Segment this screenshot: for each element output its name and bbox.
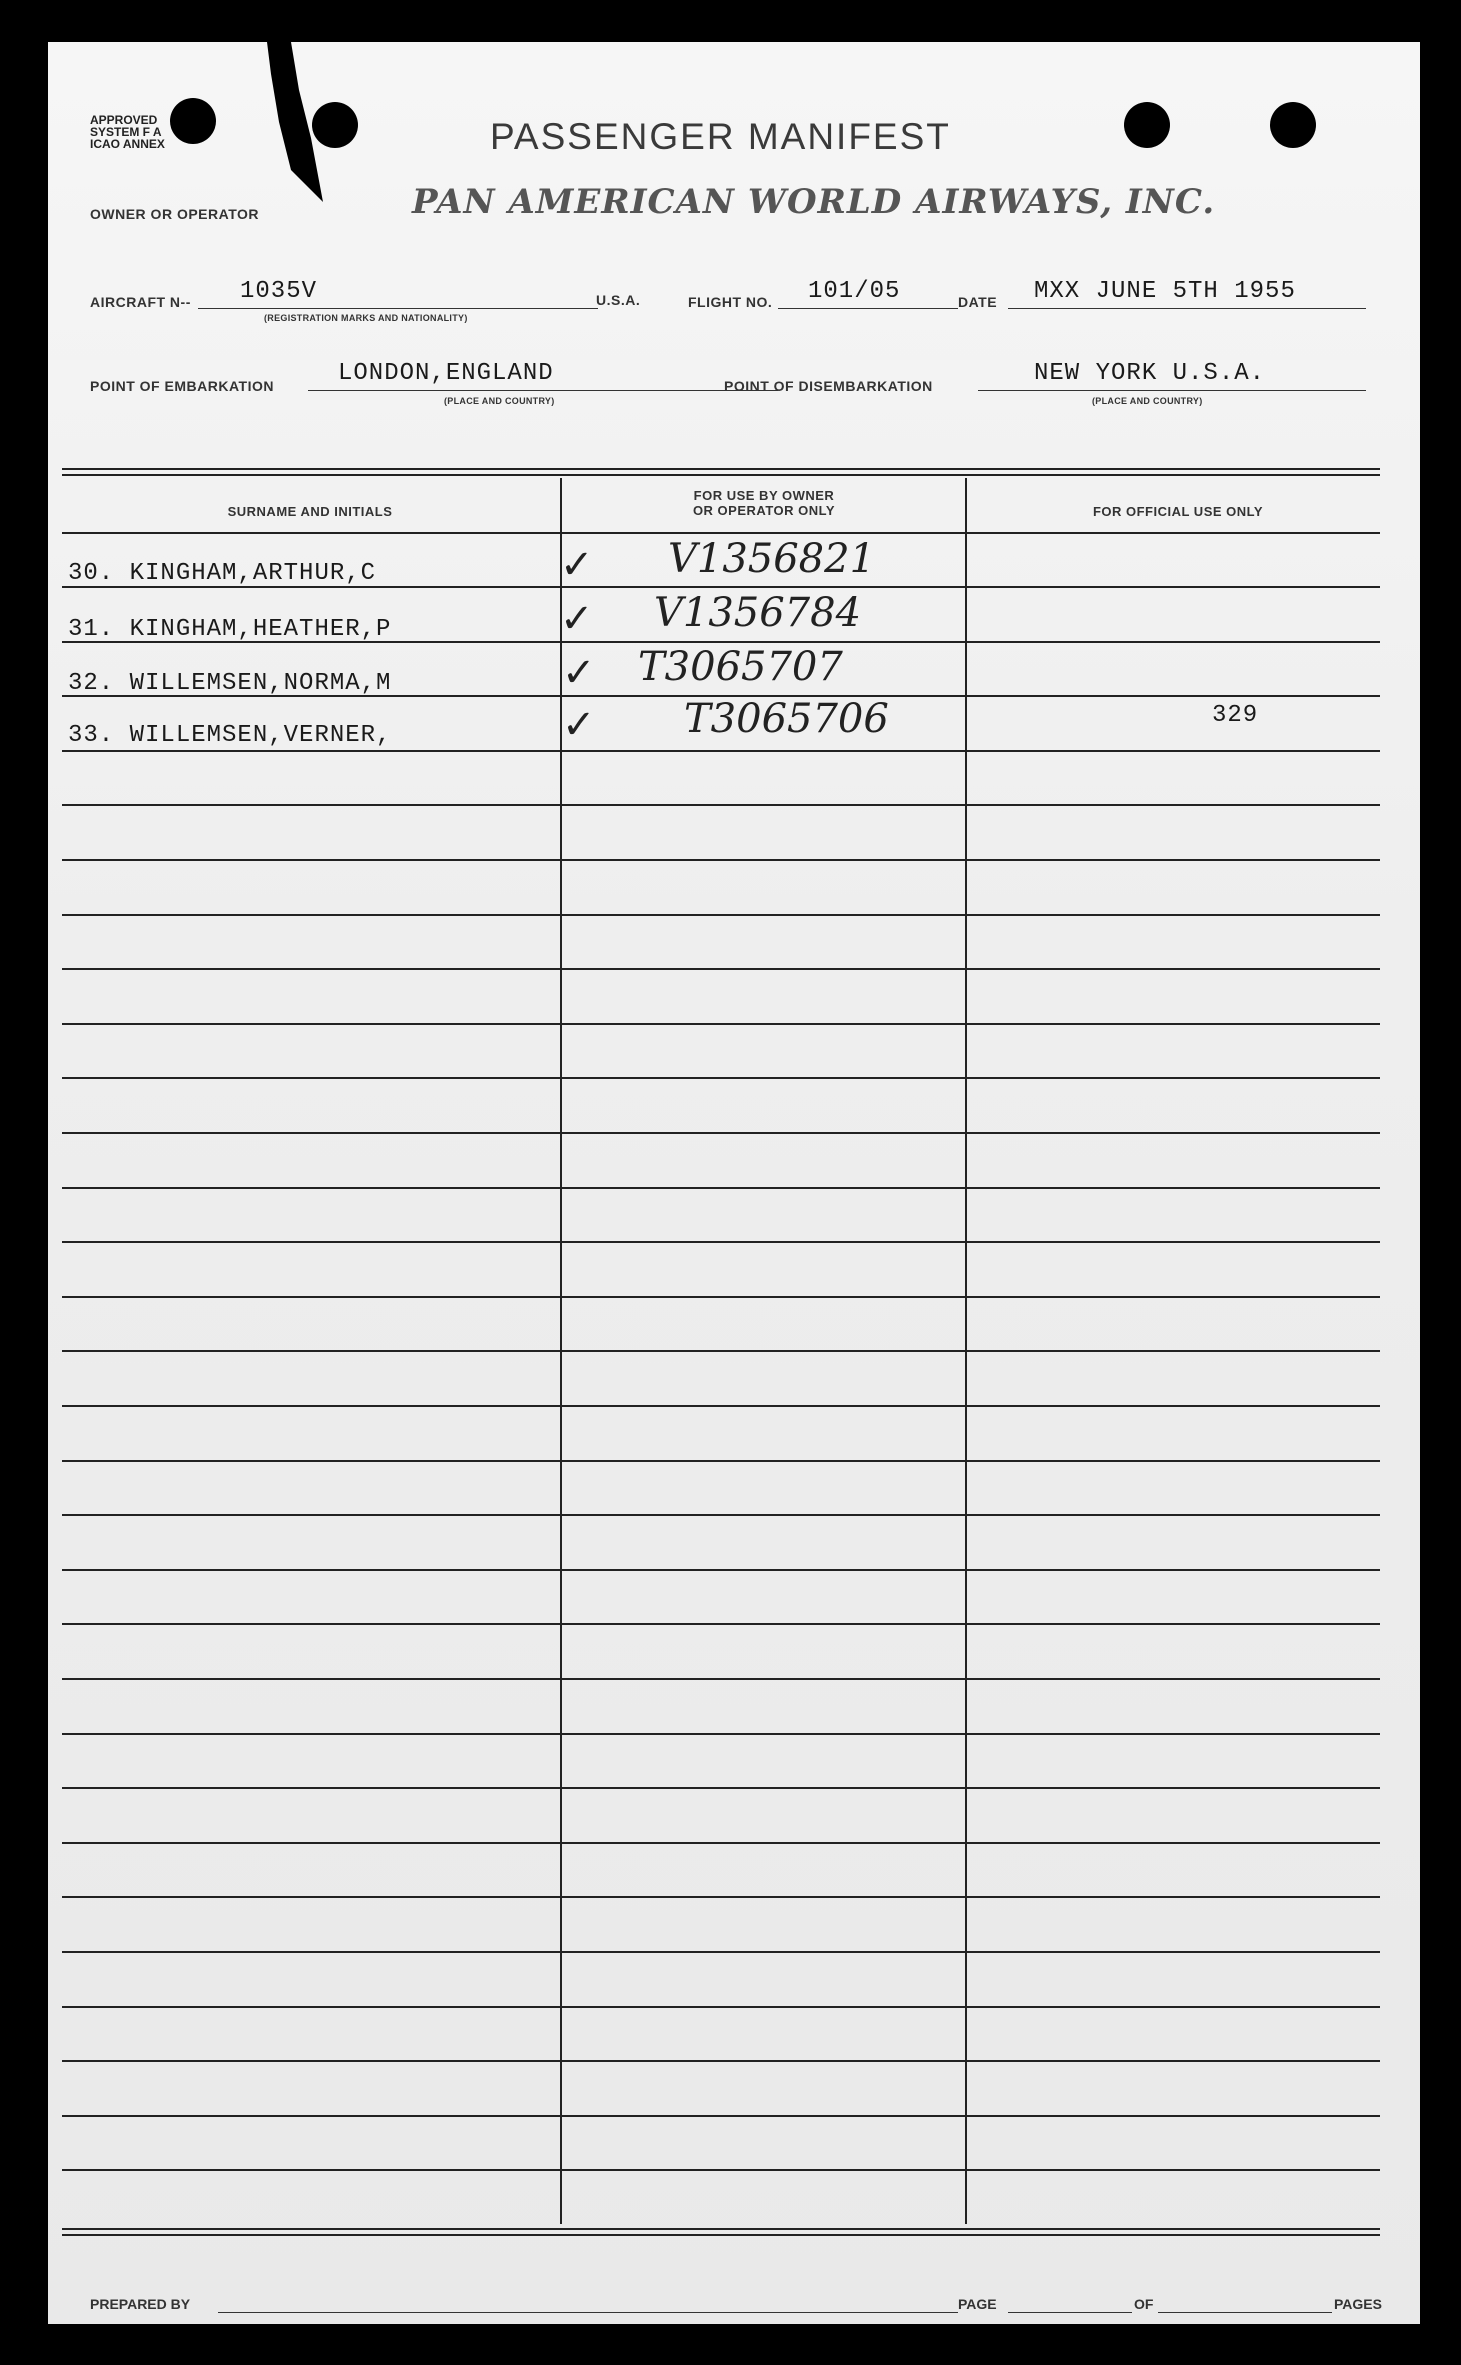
ruled-line [62, 2115, 1380, 2117]
date-value: MXX JUNE 5TH 1955 [1034, 278, 1296, 305]
prepared-by-underline [218, 2312, 958, 2313]
ruled-line [62, 2006, 1380, 2008]
of-underline [1158, 2312, 1332, 2313]
aircraft-label: AIRCRAFT N-- [90, 294, 191, 310]
passport-number: T3065707 [638, 644, 843, 690]
prepared-by-label: PREPARED BY [90, 2296, 191, 2312]
torn-corner [243, 42, 323, 202]
ruled-line [62, 1132, 1380, 1134]
embarkation-label: POINT OF EMBARKATION [90, 378, 274, 394]
ruled-line [62, 1733, 1380, 1735]
usa-label: U.S.A. [596, 292, 641, 308]
table-bottom-border [62, 2228, 1380, 2230]
approval-stamp: APPROVED SYSTEM F A ICAO ANNEX [90, 113, 165, 151]
passenger-name: 30. KINGHAM,ARTHUR,C [68, 560, 377, 587]
ruled-line [62, 968, 1380, 970]
table-bottom-border [62, 2234, 1380, 2236]
aircraft-value: 1035V [240, 278, 318, 305]
registration-note: (REGISTRATION MARKS AND NATIONALITY) [264, 313, 468, 323]
passenger-name: 33. WILLEMSEN,VERNER, [68, 722, 392, 749]
ruled-line [62, 2060, 1380, 2062]
ruled-line [62, 1077, 1380, 1079]
ruled-line [62, 1896, 1380, 1898]
ruled-line [62, 1241, 1380, 1243]
check-mark: ✓ [560, 542, 594, 588]
column-header-official: FOR OFFICIAL USE ONLY [1092, 504, 1264, 519]
punch-hole [1270, 102, 1316, 148]
ruled-line [62, 1460, 1380, 1462]
ruled-line [62, 1569, 1380, 1571]
passport-number: V1356784 [654, 590, 862, 636]
of-label: OF [1134, 2296, 1154, 2312]
ruled-line [62, 2169, 1380, 2171]
page-label: PAGE [958, 2296, 997, 2312]
passenger-name: 31. KINGHAM,HEATHER,P [68, 616, 392, 643]
aircraft-underline [198, 308, 598, 309]
airline-name: PAN AMERICAN WORLD AIRWAYS, INC. [412, 182, 1216, 222]
table-top-border [62, 474, 1380, 476]
embarkation-note: (PLACE AND COUNTRY) [444, 396, 555, 406]
ruled-line [62, 1951, 1380, 1953]
pages-label: PAGES [1334, 2296, 1382, 2312]
punch-hole [1124, 102, 1170, 148]
flight-label: FLIGHT NO. [688, 294, 773, 310]
check-mark: ✓ [562, 650, 596, 696]
manifest-sheet [48, 42, 1420, 2324]
form-title: PASSENGER MANIFEST [490, 116, 951, 157]
ruled-line [62, 1350, 1380, 1352]
ruled-line [62, 1187, 1380, 1189]
flight-value: 101/05 [808, 278, 901, 305]
disembarkation-underline [978, 390, 1366, 391]
date-underline [1008, 308, 1366, 309]
owner-operator-label: OWNER OR OPERATOR [90, 206, 259, 222]
ruled-line [62, 1842, 1380, 1844]
page-underline [1008, 2312, 1132, 2313]
ruled-line [62, 1623, 1380, 1625]
flight-underline [778, 308, 958, 309]
punch-hole [170, 98, 216, 144]
ruled-line [62, 1787, 1380, 1789]
ruled-line [62, 1514, 1380, 1516]
ruled-line [62, 1678, 1380, 1680]
embarkation-underline [308, 390, 778, 391]
punch-hole [312, 102, 358, 148]
ruled-line [62, 1023, 1380, 1025]
passport-number: T3065706 [684, 696, 889, 742]
table-top-border [62, 468, 1380, 470]
disembarkation-value: NEW YORK U.S.A. [1034, 360, 1266, 387]
ruled-line [62, 914, 1380, 916]
ruled-line [62, 859, 1380, 861]
ruled-line [62, 750, 1380, 752]
passenger-name: 32. WILLEMSEN,NORMA,M [68, 670, 392, 697]
passport-number: V1356821 [668, 536, 876, 582]
date-label: DATE [958, 294, 998, 310]
ruled-line [62, 1405, 1380, 1407]
disembarkation-note: (PLACE AND COUNTRY) [1092, 396, 1203, 406]
column-header-surname: SURNAME AND INITIALS [227, 504, 393, 519]
column-header-owner: FOR USE BY OWNER OR OPERATOR ONLY [692, 488, 836, 518]
check-mark: ✓ [562, 702, 596, 748]
embarkation-value: LONDON,ENGLAND [338, 360, 554, 387]
ruled-line [62, 532, 1380, 534]
ruled-line [62, 1296, 1380, 1298]
check-mark: ✓ [560, 596, 594, 642]
disembarkation-label: POINT OF DISEMBARKATION [724, 378, 933, 394]
official-note: 329 [1212, 702, 1259, 729]
ruled-line [62, 804, 1380, 806]
